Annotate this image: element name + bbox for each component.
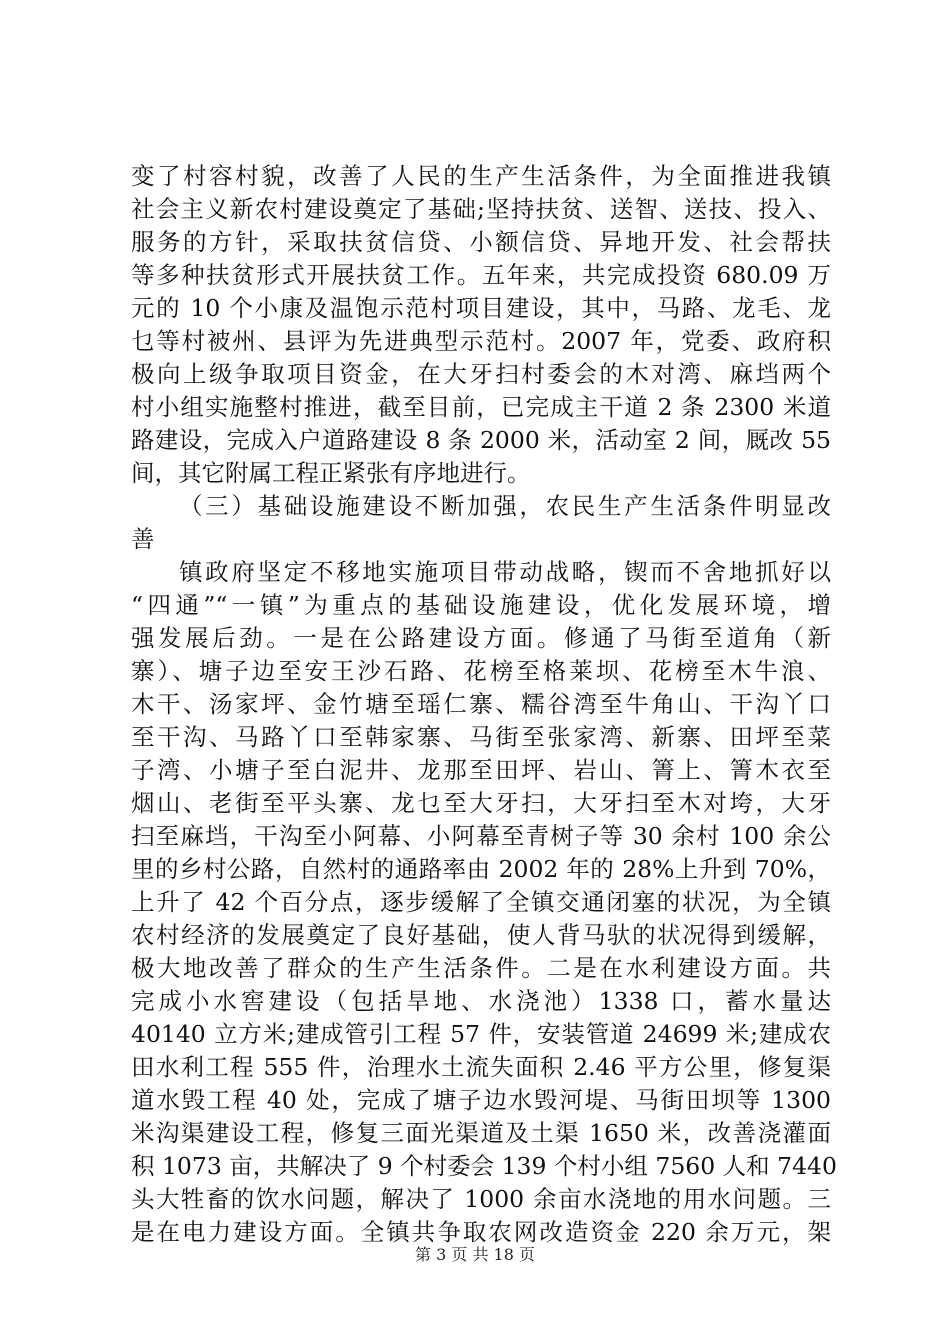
text-line: 元的 10 个小康及温饱示范村项目建设，其中，马路、龙毛、龙 <box>131 294 831 322</box>
section-heading <box>131 490 831 556</box>
text-line: 子湾、小塘子至白泥井、龙那至田坪、岩山、箐上、箐木衣至 <box>131 756 831 784</box>
text-line: 完成小水窖建设（包括旱地、水浇池）1338 口，蓄水量达 <box>131 987 831 1015</box>
heading-line: 善 <box>131 525 155 553</box>
text-line: 木干、汤家坪、金竹塘至瑶仁寨、糯谷湾至牛角山、干沟丫口 <box>131 690 831 718</box>
text-line: 米沟渠建设工程，修复三面光渠道及土渠 1650 米，改善浇灌面 <box>131 1119 831 1147</box>
text-line: 寨）、塘子边至安王沙石路、花榜至格莱坝、花榜至木牛浪、 <box>131 657 831 685</box>
text-line: 镇政府坚定不移地实施项目带动战略，锲而不舍地抓好以 <box>179 558 831 586</box>
text-line: 40140 立方米;建成管引工程 57 件，安装管道 24699 米;建成农 <box>131 1020 831 1048</box>
text-line: 间，其它附属工程正紧张有序地进行。 <box>131 459 531 487</box>
text-line: 农村经济的发展奠定了良好基础，使人背马驮的状况得到缓解， <box>131 921 831 949</box>
text-line: 至干沟、马路丫口至韩家寨、马街至张家湾、新寨、田坪至菜 <box>131 723 831 751</box>
paragraph-1 <box>131 160 831 490</box>
text-line: 极向上级争取项目资金，在大牙扫村委会的木对湾、麻垱两个 <box>131 360 831 388</box>
text-line: 里的乡村公路，自然村的通路率由 2002 年的 28%上升到 70%， <box>131 855 831 883</box>
text-line: 田水利工程 555 件，治理水土流失面积 2.46 平方公里，修复渠 <box>131 1053 831 1081</box>
text-line: 路建设，完成入户道路建设 8 条 2000 米，活动室 2 间，厩改 55 <box>131 426 831 454</box>
text-line: 扫至麻垱，干沟至小阿幕、小阿幕至青树子等 30 余村 100 余公 <box>131 822 831 850</box>
text-line: 变了村容村貌，改善了人民的生产生活条件，为全面推进我镇 <box>131 162 831 190</box>
paragraph-2 <box>131 556 837 1249</box>
text-line: 是在电力建设方面。全镇共争取农网改造资金 220 余万元，架 <box>131 1218 831 1246</box>
text-line: 道水毁工程 40 处，完成了塘子边水毁河堤、马街田坝等 1300 <box>131 1086 831 1114</box>
text-line: 头大牲畜的饮水问题，解决了 1000 余亩水浇地的用水问题。三 <box>131 1185 831 1213</box>
text-line: 社会主义新农村建设奠定了基础;坚持扶贫、送智、送技、投入、 <box>131 195 831 223</box>
text-line: 强发展后劲。一是在公路建设方面。修通了马街至道角（新 <box>131 624 831 652</box>
text-line: 乜等村被州、县评为先进典型示范村。2007 年，党委、政府积 <box>131 327 831 355</box>
text-line: 烟山、老街至平头寨、龙乜至大牙扫，大牙扫至木对垮，大牙 <box>131 789 831 817</box>
text-line: 服务的方针，采取扶贫信贷、小额信贷、异地开发、社会帮扶 <box>131 228 831 256</box>
heading-line: （三）基础设施建设不断加强，农民生产生活条件明显改 <box>179 492 831 520</box>
text-line: 积 1073 亩，共解决了 9 个村委会 139 个村小组 7560 人和 7440 <box>131 1152 837 1180</box>
page-number-footer: 第 3 页 共 18 页 <box>415 1245 535 1264</box>
text-line: “四通”“一镇”为重点的基础设施建设，优化发展环境，增 <box>131 591 831 619</box>
text-line: 等多种扶贫形式开展扶贫工作。五年来，共完成投资 680.09 万 <box>131 261 831 289</box>
text-line: 上升了 42 个百分点，逐步缓解了全镇交通闭塞的状况，为全镇 <box>131 888 831 916</box>
text-line: 村小组实施整村推进，截至目前，已完成主干道 2 条 2300 米道 <box>131 393 831 421</box>
text-line: 极大地改善了群众的生产生活条件。二是在水利建设方面。共 <box>131 954 831 982</box>
body-text <box>131 160 837 1249</box>
